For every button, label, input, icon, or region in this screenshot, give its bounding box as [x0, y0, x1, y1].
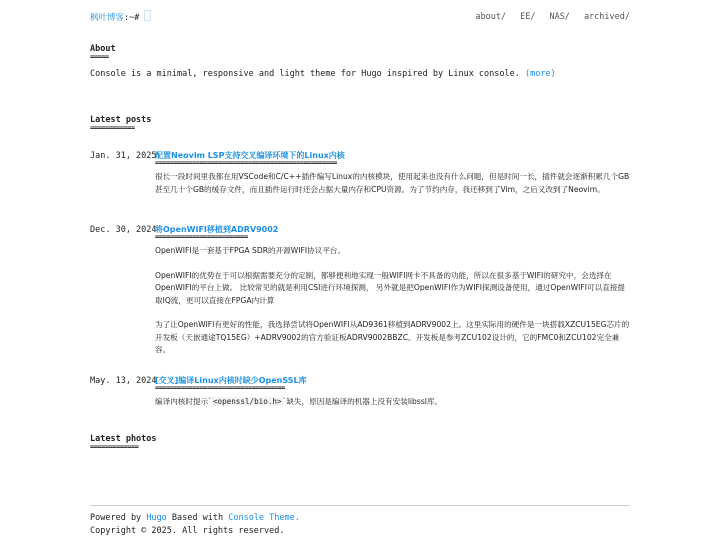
site-name[interactable]: 枫叶博客	[90, 13, 125, 23]
hugo-link[interactable]: Hugo	[146, 513, 167, 523]
footer-powered-by: Powered by	[90, 513, 142, 523]
post-text: `缺失，原因是编译的机器上没有安装libssl库。	[282, 397, 443, 406]
post-title-link[interactable]: 将OpenWIFI移植到ADRV9002	[155, 225, 279, 234]
nav-item-about[interactable]: about/	[475, 12, 507, 22]
post-title-underline: ===================================	[155, 385, 286, 391]
post-summary	[155, 245, 630, 369]
about-description: Console is a minimal, responsive and light theme for Hugo inspired by Linux console.	[90, 69, 520, 79]
about-heading: About	[90, 44, 116, 54]
about-section	[90, 44, 630, 80]
post-date: Jan. 31, 2025	[90, 151, 157, 161]
post-date: Dec. 30, 2024	[90, 225, 157, 235]
about-more-link[interactable]: (more)	[525, 69, 556, 79]
footer-credits	[90, 512, 630, 525]
nav-item-archived[interactable]: archived/	[583, 12, 630, 22]
nav-item-nas[interactable]: NAS/	[549, 12, 570, 22]
post-paragraph: 为了让OpenWIFI有更好的性能，我选择尝试将OpenWIFI从AD9361移植到ADRV9002上。这里实际用的硬件是一块搭载XZCU15EG芯片的开发板（天嵌通途TQ15EG）+ADRV9002的官方验证板ADRV9002BBZC。开发板是参考ZCU102设计的，它的FMC0和ZCU102完全兼容。	[155, 320, 630, 354]
footer-period: .	[294, 513, 300, 523]
about-text	[90, 68, 630, 80]
theme-link[interactable]: Console Theme	[228, 513, 295, 523]
latest-photos-underline: =============	[90, 444, 139, 450]
footer-based-with: Based with	[171, 513, 224, 523]
post-paragraph	[155, 396, 630, 409]
about-underline: =====	[90, 54, 109, 60]
cursor-icon	[144, 10, 151, 21]
post-title-link[interactable]: [交叉]编译Linux内核时缺少OpenSSL库	[155, 376, 307, 385]
post-summary	[155, 171, 630, 208]
post-paragraph: 很长一段时间里我都在用VSCode和C/C++插件编写Linux的内核模块，使用起来也没有什么问题，但是时间一长，插件就会逐渐积累几个GB甚至几十个GB的缓存文件，而且插件运行时还会占据大量内存和CPU资源。为了节约内存，我还移到了Vim，之后又改到了Neovim。	[155, 172, 630, 194]
footer-copyright: Copyright © 2025. All rights reserved.	[90, 526, 285, 536]
latest-photos-section	[90, 434, 630, 450]
latest-posts-underline: ============	[90, 125, 135, 131]
prompt: :~#	[124, 13, 140, 23]
latest-photos-heading: Latest photos	[90, 434, 157, 444]
post-title-underline: =========================	[155, 234, 248, 240]
post-paragraph: OpenWIFI是一套基于FPGA SDR的开源WIFI协议平台。	[155, 246, 346, 255]
post-date: May. 13, 2024	[90, 376, 157, 386]
inline-code: <openssl/bio.h>	[212, 397, 282, 406]
main-nav	[475, 10, 630, 24]
post-text: 编译内核时提示`	[155, 397, 212, 406]
nav-item-ee[interactable]: EE/	[520, 12, 536, 22]
post-summary	[155, 396, 630, 421]
post-title-underline: =================================================	[155, 160, 338, 166]
site-header	[90, 10, 630, 24]
site-brand[interactable]	[90, 10, 151, 25]
site-footer	[90, 505, 630, 538]
post-title-link[interactable]: 配置Neovim LSP支持交叉编译环境下的Linux内核	[155, 151, 345, 160]
post-paragraph: OpenWIFI的优势在于可以根据需要充分的定制，都够便利地实现一般WIFI网卡不具备的功能，所以在很多基于WIFI的研究中，会选择在OpenWIFI的平台上做。 比较常见的就是利用CSI进行环境探测， 另外就是把OpenWIFI作为WIFI探测设备使用，通过OpenWIFI可以直接提取IQ流，更可以直接在FPGA内计算	[155, 270, 625, 305]
latest-posts-section	[90, 115, 630, 131]
latest-posts-heading: Latest posts	[90, 115, 152, 125]
